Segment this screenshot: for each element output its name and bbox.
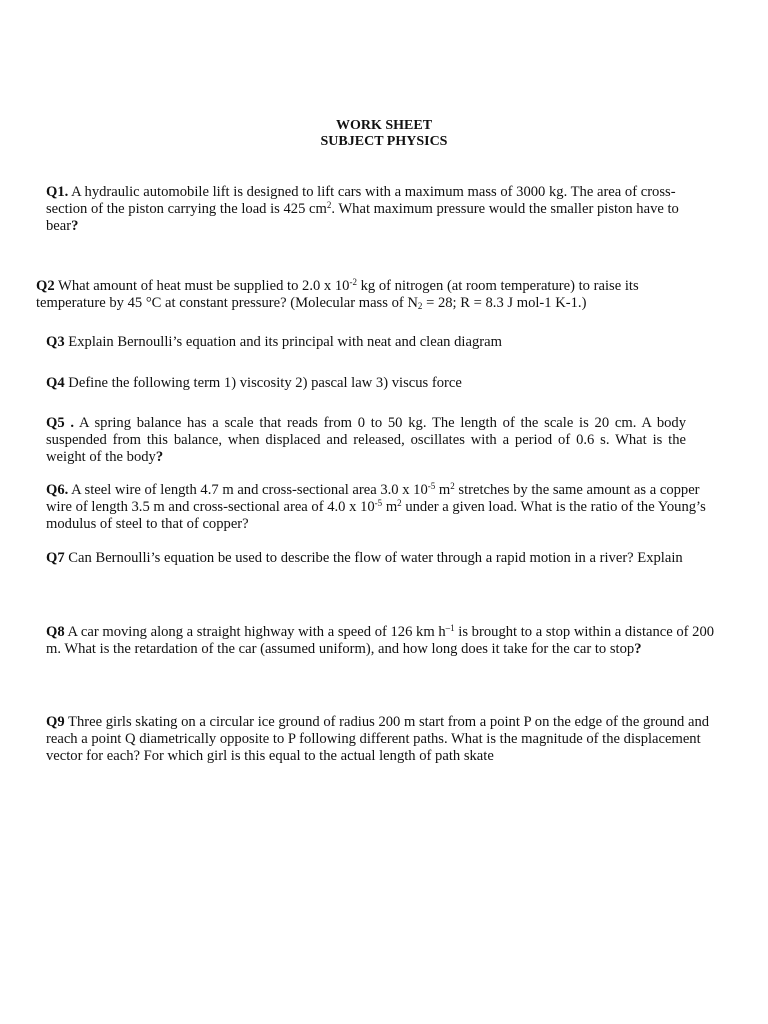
question-6-label: Q6.	[46, 482, 69, 498]
question-8-sup-a: –1	[445, 623, 455, 633]
question-8-label: Q8	[46, 624, 65, 640]
question-8-text-b: is brought to a stop within a distance of 200 m. What is the retardation of the car (assumed uniform), and how long does it take for the car to stop	[46, 624, 715, 657]
question-2-sup-a: -2	[349, 277, 357, 287]
question-9-text: Three girls skating on a circular ice ground of radius 200 m start from a point P on the edge of the ground and reach a point Q diametrically opposite to P following different paths. What is the magnitude of the displacement vector for each? For which girl is this equal to the actual length of path skate	[46, 714, 710, 764]
question-6-sup-a: -5	[427, 481, 436, 491]
question-2	[36, 278, 688, 312]
question-8	[46, 624, 716, 658]
question-6-text-b: m	[435, 482, 451, 498]
worksheet-subject: SUBJECT PHYSICS	[320, 134, 448, 149]
question-1-label: Q1.	[46, 184, 69, 200]
question-5-label: Q5 .	[46, 415, 75, 431]
question-1-text-a: A hydraulic automobile lift is designed to lift cars with a maximum mass of 3000 kg. The area of cross-section of the piston carrying the load is 425 cm	[46, 184, 676, 217]
question-4	[46, 375, 718, 392]
question-9	[46, 714, 710, 764]
question-5-text: A spring balance has a scale that reads from 0 to 50 kg. The length of the scale is 20 cm. A body suspended from this balance, when displaced and released, oscillates with a period of 0.6 s. What is the weight of the body	[46, 415, 687, 465]
question-6	[46, 482, 718, 532]
question-1	[46, 184, 686, 234]
question-1-text-b: . What maximum pressure would the smaller piston have to bear	[46, 200, 679, 234]
worksheet-title: WORK SHEET	[335, 118, 433, 133]
question-5	[46, 415, 686, 465]
question-6-sup-c: -5	[374, 497, 383, 508]
question-3-label: Q3	[46, 334, 65, 350]
question-6-text-e: under a given load. What is the ratio of the Young’s modulus of steel to that of copper?	[46, 498, 706, 532]
question-1-end: ?	[71, 217, 79, 234]
question-9-label: Q9	[46, 714, 65, 730]
question-2-text-a: What amount of heat must be supplied to 2.0 x 10	[54, 278, 350, 294]
question-5-end: ?	[155, 448, 164, 465]
question-7-label: Q7	[46, 550, 65, 566]
question-2-text-b: kg of nitrogen (at room temperature) to raise its temperature by 45 °C at constant pressure? (Molecular mass of N	[36, 278, 639, 311]
question-4-text: Define the following term 1) viscosity 2) pascal law 3) viscus force	[64, 375, 462, 391]
question-2-sub-a: 2	[417, 300, 423, 311]
question-2-text-c: = 28; R = 8.3 J mol-1 K-1.)	[422, 294, 587, 311]
question-6-text-d: m	[382, 498, 398, 515]
question-6-text-a: A steel wire of length 4.7 m and cross-sectional area 3.0 x 10	[68, 482, 428, 498]
question-1-sup-a: 2	[326, 199, 332, 210]
question-6-sup-d: 2	[397, 497, 402, 508]
question-8-text-a: A car moving along a straight highway with a speed of 126 km h	[64, 624, 446, 640]
question-4-label: Q4	[46, 375, 65, 391]
question-6-text-c: stretches by the same amount as a copper wire of length 3.5 m and cross-sectional area of 4.0 x 10	[46, 482, 700, 515]
question-7-text: Can Bernoulli’s equation be used to describe the flow of water through a rapid motion in a river? Explain	[64, 550, 683, 566]
question-3-text: Explain Bernoulli’s equation and its principal with neat and clean diagram	[64, 334, 502, 350]
question-6-sup-b: 2	[450, 481, 455, 491]
question-8-end: ?	[634, 640, 642, 657]
question-7	[46, 550, 686, 567]
question-3	[46, 334, 718, 351]
question-2-label: Q2	[36, 278, 55, 294]
